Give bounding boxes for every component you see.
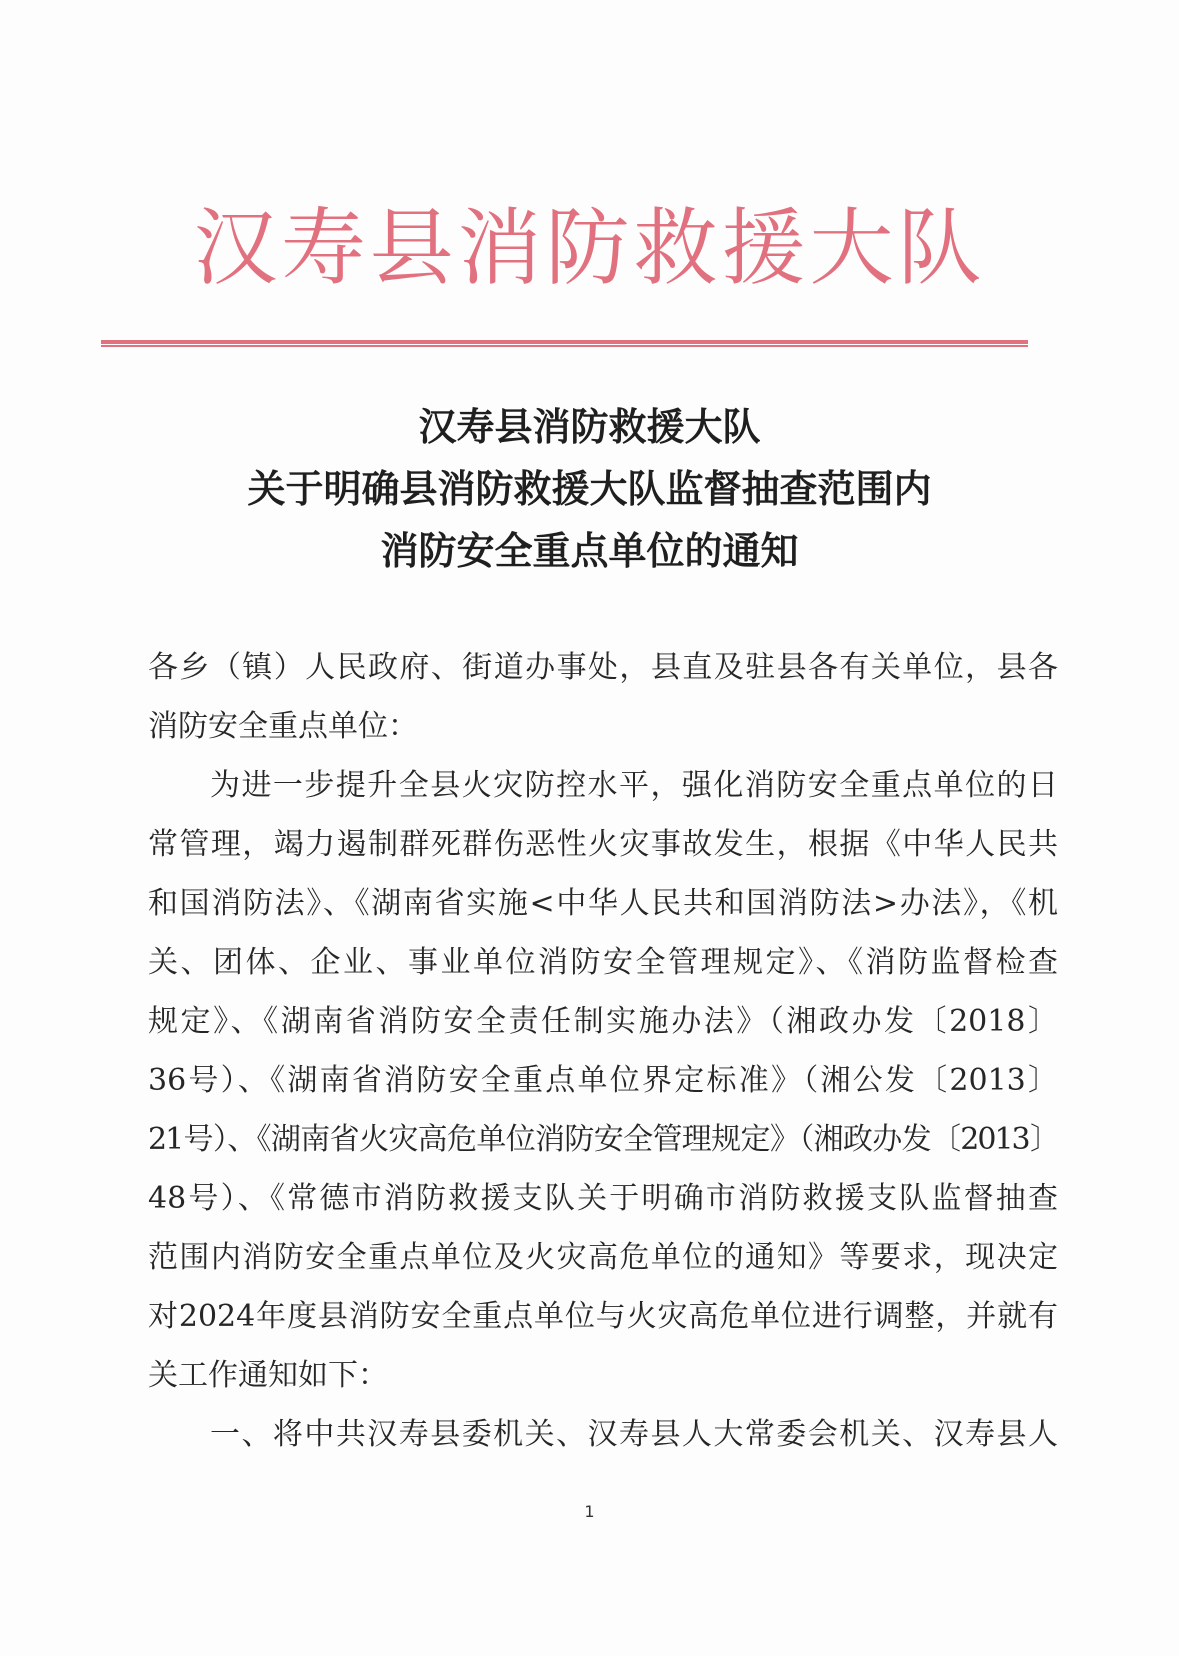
title-line-3: 消防安全重点单位的通知 xyxy=(380,528,799,573)
paragraph-line: 和国消防法》、《湖南省实施<中华人民共和国消防法>办法》，《机 xyxy=(148,886,1058,921)
masthead-red-header: 汉寿县消防救援大队 xyxy=(193,199,986,297)
paragraph-line: 常管理，竭力遏制群死群伤恶性火灾事故发生，根据《中华人民共 xyxy=(148,827,1058,862)
salutation-line-1: 各乡（镇）人民政府、街道办事处，县直及驻县各有关单位，县各 xyxy=(148,650,1058,685)
section-one-line: 一、将中共汉寿县委机关、汉寿县人大常委会机关、汉寿县人 xyxy=(210,1417,1058,1452)
document-body xyxy=(148,638,1058,1464)
red-divider-line xyxy=(101,340,1028,347)
paragraph-line: 对2024年度县消防安全重点单位与火灾高危单位进行调整，并就有 xyxy=(148,1299,1058,1334)
paragraph-line: 36号）、《湖南省消防安全重点单位界定标准》（湘公发〔2013〕 xyxy=(148,1063,1058,1098)
paragraph-line: 为进一步提升全县火灾防控水平，强化消防安全重点单位的日 xyxy=(210,768,1058,803)
paragraph-line: 48号）、《常德市消防救援支队关于明确市消防救援支队监督抽查 xyxy=(148,1181,1058,1216)
paragraph-line: 范围内消防安全重点单位及火灾高危单位的通知》等要求，现决定 xyxy=(148,1240,1058,1275)
page-number: 1 xyxy=(584,1502,595,1521)
paragraph-line: 关、团体、企业、事业单位消防安全管理规定》、《消防监督检查 xyxy=(148,945,1058,980)
paragraph-line: 关工作通知如下： xyxy=(148,1358,388,1393)
title-line-2: 关于明确县消防救援大队监督抽查范围内 xyxy=(247,466,932,511)
document-title xyxy=(0,396,1179,582)
paragraph-line: 规定》、《湖南省消防安全责任制实施办法》（湘政办发〔2018〕 xyxy=(148,1004,1058,1039)
salutation-line-2: 消防安全重点单位： xyxy=(148,709,418,744)
title-line-1: 汉寿县消防救援大队 xyxy=(418,404,761,449)
paragraph-line: 21号）、《湖南省火灾高危单位消防安全管理规定》（湘政办发〔2013〕 xyxy=(148,1122,1058,1157)
